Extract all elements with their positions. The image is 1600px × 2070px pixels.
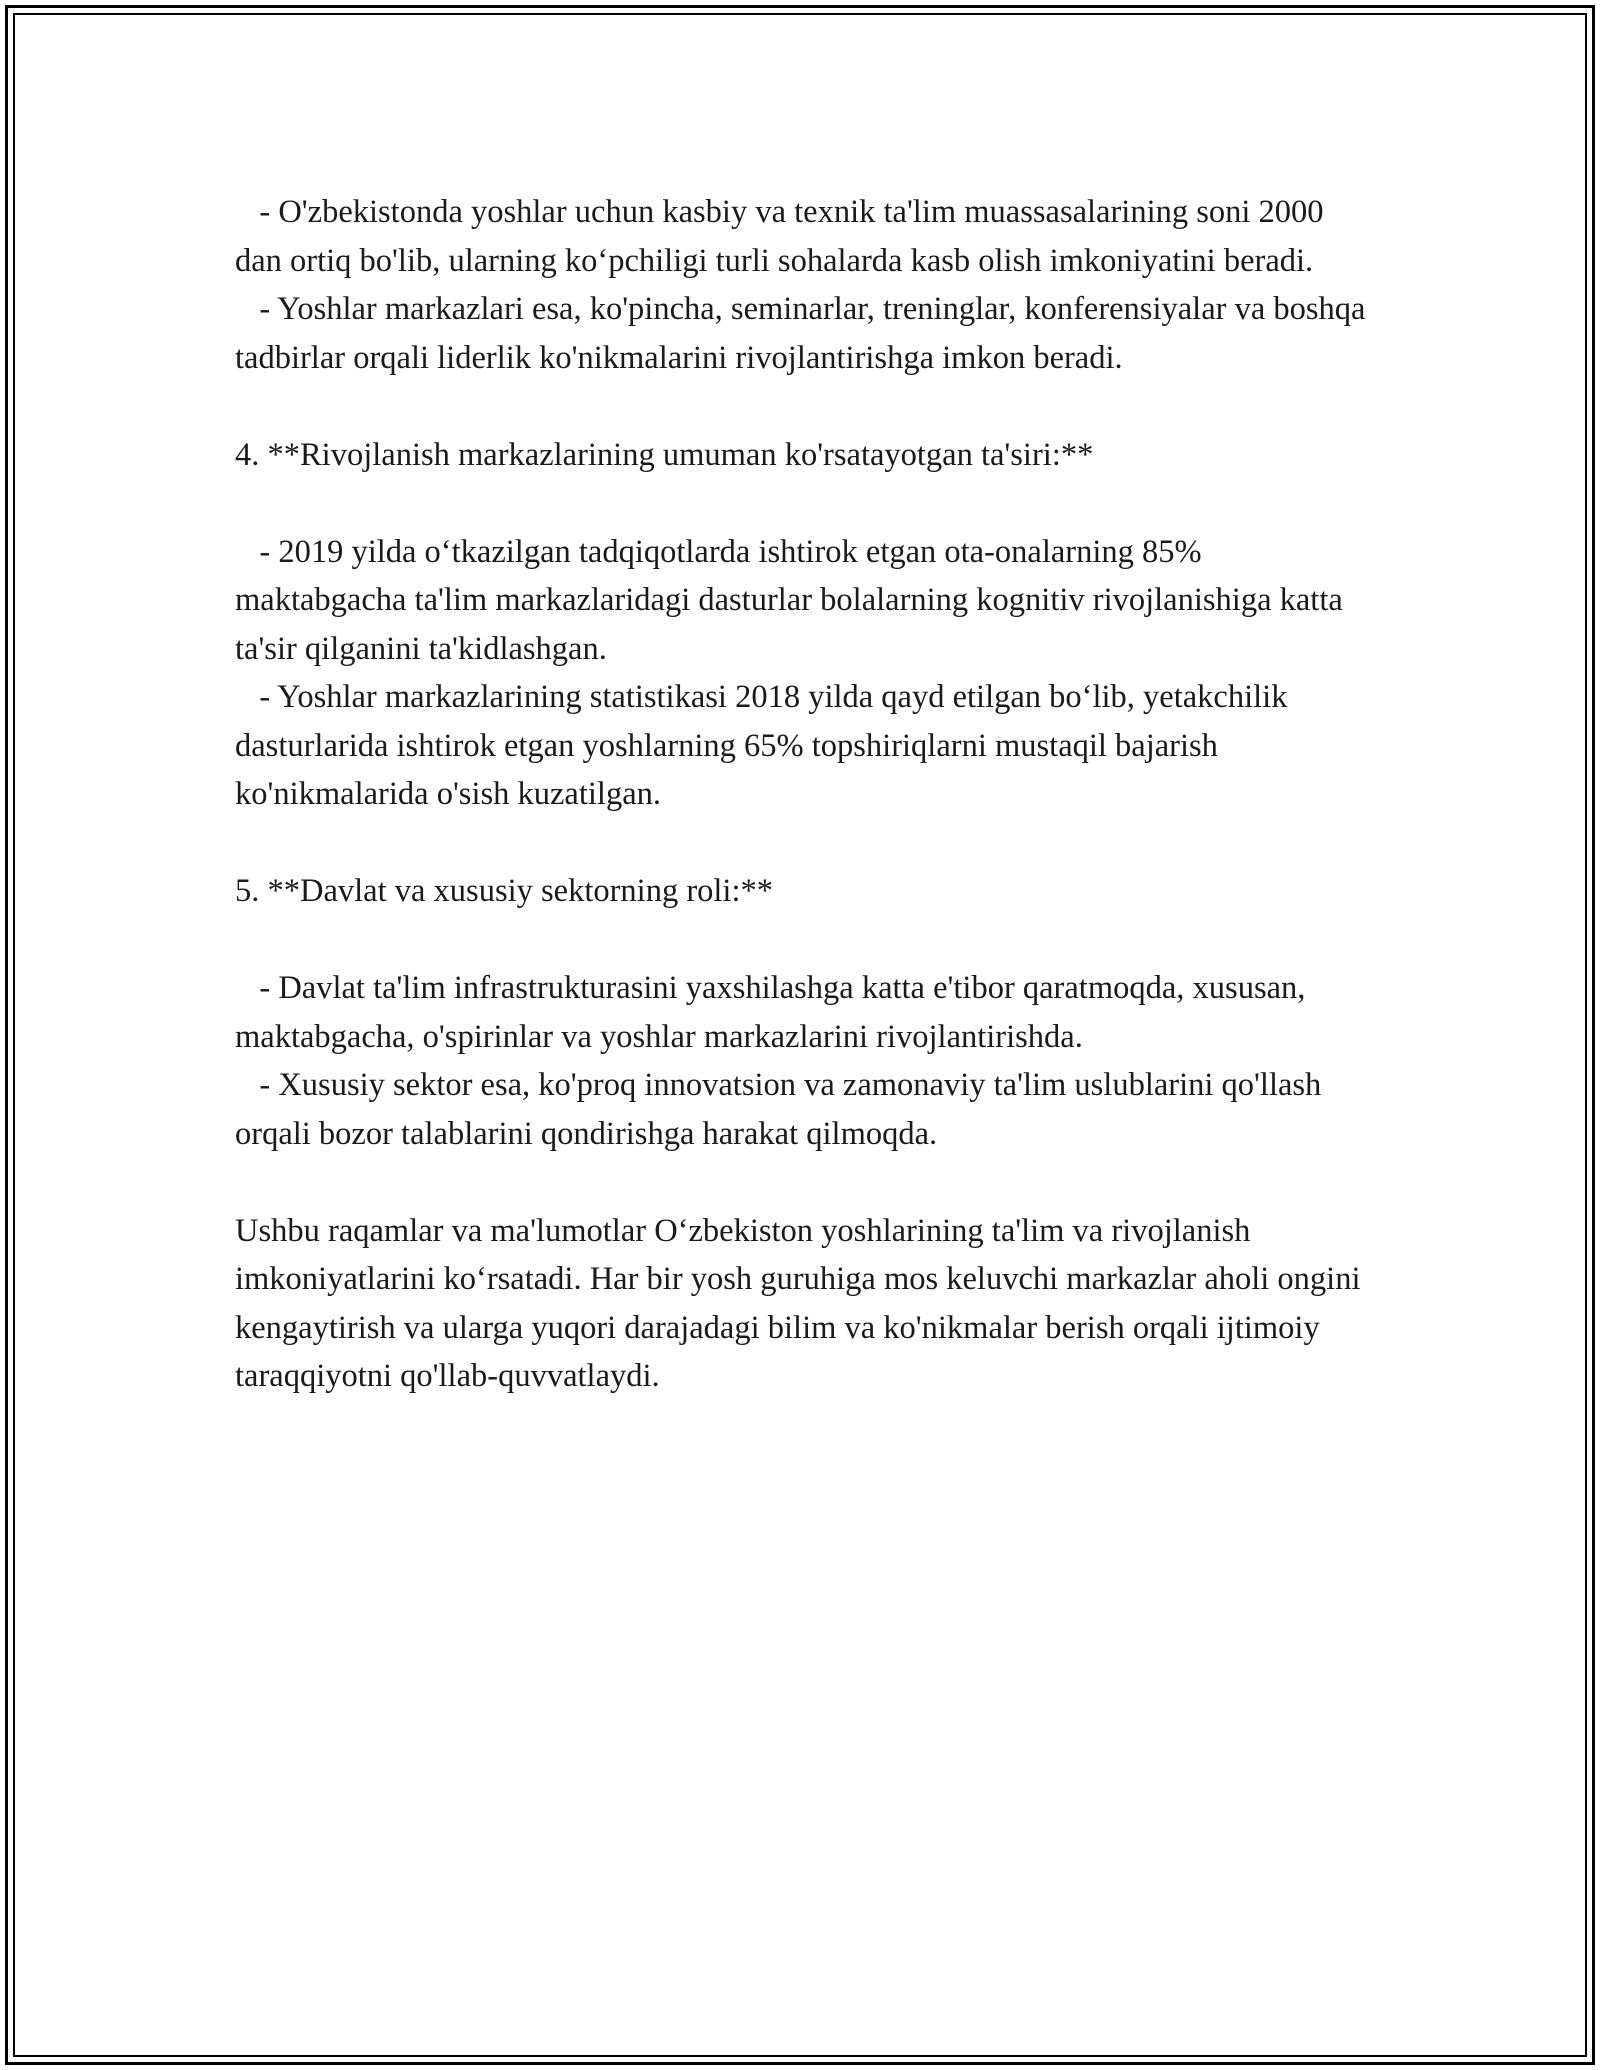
section-heading: 4. **Rivojlanish markazlarining umuman ko'rsatayotgan ta'siri:** (235, 436, 1094, 473)
section-heading: 5. **Davlat va xususiy sektorning roli:** (235, 873, 773, 909)
bullet-paragraph: - 2019 yilda o‘tkazilgan tadqiqotlarda ishtirok etgan ota-onalarning 85% maktabgacha ta'lim markazlaridagi dasturlar bolalarning kognitiv rivojlanishiga katta ta'sir qilganini ta'kidlashgan. (235, 533, 1351, 667)
bullet-paragraph: - Yoshlar markazlarining statistikasi 2018 yilda qayd etilgan bo‘lib, yetakchilik dasturlarida ishtirok etgan yoshlarning 65% topshiriqlarni mustaqil bajarish ko'nikmalarida o'sish kuzatilgan. (235, 679, 1296, 812)
bullet-paragraph: - O'zbekistonda yoshlar uchun kasbiy va texnik ta'lim muassasalarining soni 2000 dan ortiq bo'lib, ularning ko‘pchiligi turli sohalarda kasb olish imkoniyatini beradi. (235, 194, 1332, 279)
bullet-paragraph: - Yoshlar markazlari esa, ko'pincha, seminarlar, treninglar, konferensiyalar va boshqa tadbirlar orqali liderlik ko'nikmalarini rivojlantirishga imkon beradi. (235, 291, 1374, 376)
document-body (235, 188, 1375, 1401)
paragraph-spacer (235, 382, 1375, 431)
closing-paragraph: Ushbu raqamlar va ma'lumotlar O‘zbekiston yoshlarining ta'lim va rivojlanish imkoniyatlarini ko‘rsatadi. Har bir yosh guruhiga mos keluvchi markazlar aholi ongini kengaytirish va ularga yuqori darajadagi bilim va ko'nikmalar berish orqali ijtimoiy taraqqiyotni qo'llab-quvvatlaydi. (235, 1212, 1369, 1394)
paragraph-spacer (235, 916, 1375, 965)
paragraph-spacer (235, 1158, 1375, 1207)
paragraph-spacer (235, 479, 1375, 528)
bullet-paragraph: - Xususiy sektor esa, ko'proq innovatsion va zamonaviy ta'lim uslublarini qo'llash orqali bozor talablarini qondirishga harakat qilmoqda. (235, 1067, 1330, 1152)
bullet-paragraph: - Davlat ta'lim infrastrukturasini yaxshilashga katta e'tibor qaratmoqda, xususan, maktabgacha, o'spirinlar va yoshlar markazlarini rivojlantirishda. (235, 970, 1314, 1055)
paragraph-spacer (235, 819, 1375, 868)
